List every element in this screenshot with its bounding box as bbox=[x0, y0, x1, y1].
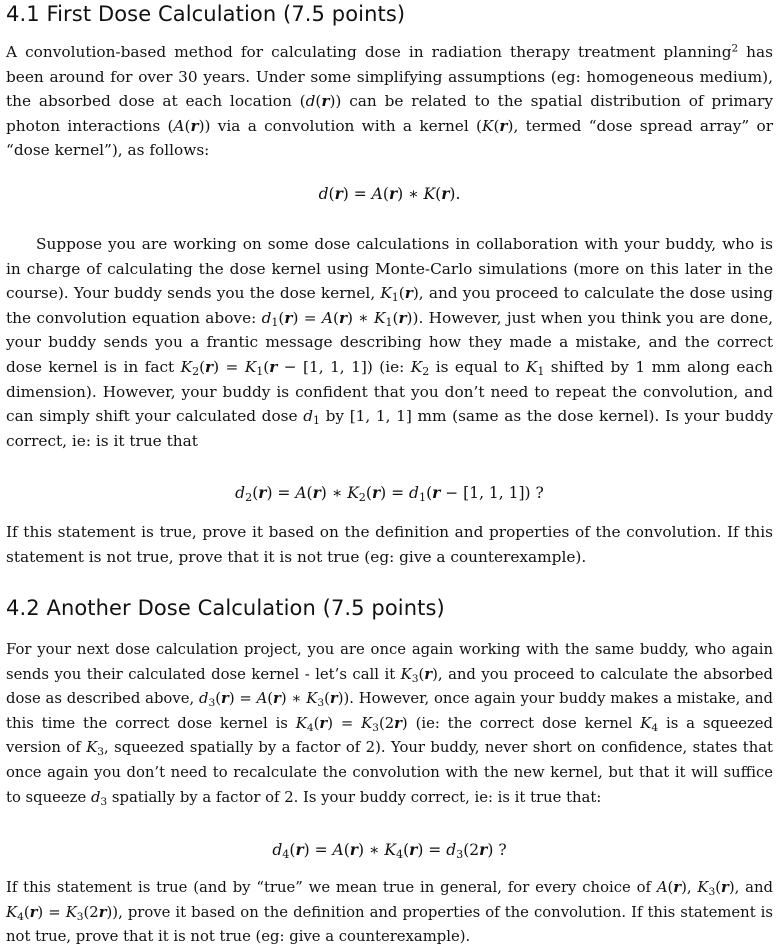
text-segment: , and bbox=[734, 879, 773, 896]
paragraph-prove-instruction-4-2 bbox=[6, 876, 773, 950]
text-segment: spatially by a factor of 2. Is your buddy correct, ie: is it true that: bbox=[107, 788, 602, 806]
text-segment: is a squeezed version of bbox=[6, 714, 773, 757]
math-inline: $d_3(r) = A(r)$ ∗ $K_3(r)$) bbox=[198, 690, 350, 710]
math-inline: A(r) bbox=[173, 116, 205, 135]
math-display: $d_4(r) = A(r)$ ∗ $K_4(r) = d_3(2r)$ bbox=[272, 840, 494, 862]
math-inline: A(r) bbox=[656, 879, 687, 896]
text-segment: (ie: bbox=[372, 357, 411, 376]
paragraph-prove-instruction-4-1: If this statement is true, prove it based on the definition and properties of the convolution. If this statement is not true, prove that it is not true (eg: give a counterexample). bbox=[6, 523, 773, 566]
text-segment: , and you proceed to calculate the dose using the convolution equation above: bbox=[6, 284, 773, 327]
text-segment: , bbox=[686, 879, 698, 896]
math-inline: $K_1(r)$ bbox=[380, 284, 419, 305]
math-inline: d(r) bbox=[305, 92, 336, 111]
equation-punctuation: . bbox=[455, 185, 461, 203]
equation-squeeze-question bbox=[6, 839, 773, 861]
math-inline: [1, 1, 1] bbox=[349, 407, 412, 426]
math-inline: $K_3$ bbox=[86, 739, 105, 759]
section-heading-4-1: 4.1 First Dose Calculation (7.5 points) bbox=[6, 2, 406, 26]
text-segment: ), prove it based on the definition and properties of the convolution. If this statement is not true, prove that it is not true (eg: give a counterexample). bbox=[6, 903, 774, 946]
paragraph-first-dose-scenario bbox=[6, 232, 773, 453]
math-inline: $d_3$ bbox=[90, 788, 108, 808]
math-display: d(r) = A(r) ∗ K(r) bbox=[318, 184, 456, 203]
math-inline: $d_1(r) = A(r)$ ∗ $K_1(r)$) bbox=[261, 308, 419, 329]
footnote-marker: 2 bbox=[731, 42, 739, 55]
text-segment: . However, once again your buddy makes a mistake, and this time the correct dose kernel is bbox=[6, 690, 773, 732]
equation-dose-convolution bbox=[6, 183, 773, 205]
math-inline: K(r) bbox=[482, 116, 514, 135]
text-segment: (ie: the correct dose kernel bbox=[407, 714, 641, 732]
text-segment: For your next dose calculation project, you are once again working with the same buddy, who again sends you their calculated dose kernel - let’s call it bbox=[6, 641, 773, 683]
text-segment: If this statement is true (and by “true” we mean true in general, for every choice of bbox=[6, 879, 657, 896]
text-segment: shifted by 1 mm along each dimension). However, your buddy is confident that you don’t need to repeat the convolution, and can simply shift your calculated dose bbox=[6, 357, 774, 426]
text-segment: by bbox=[320, 407, 350, 426]
math-inline: $K_4$ bbox=[640, 714, 659, 734]
text-segment: mm (same as the dose kernel). Is your buddy correct, ie: is it true that bbox=[6, 407, 773, 450]
math-inline: $K_1$ bbox=[525, 357, 545, 379]
section-heading-4-2: 4.2 Another Dose Calculation (7.5 points) bbox=[6, 596, 445, 620]
text-segment: , squeezed spatially by a factor of 2). Your buddy, never short on confidence, states that once again you don’t need to recalculate the convolution with the new kernel, but that it will suffice to squeeze bbox=[6, 739, 773, 806]
paragraph-convolution-intro bbox=[6, 40, 773, 163]
paragraph-second-dose-scenario bbox=[6, 638, 773, 810]
text-segment: A convolution-based method for calculating dose in radiation therapy treatment planning bbox=[6, 43, 732, 61]
math-inline: $K_4(r) = K_3(2r)$ bbox=[6, 903, 113, 923]
text-segment: is equal to bbox=[429, 357, 526, 376]
text-segment: ) can be related to the spatial distribution of primary photon interactions ( bbox=[6, 92, 773, 135]
math-inline: $K_2(r) = K_1(r - [1$, 1, 1]) bbox=[180, 357, 373, 379]
text-segment: . However, just when you think you are done, your buddy sends you a frantic message describing how they made a mistake, and the correct dose kernel is in fact bbox=[6, 308, 774, 376]
equation-punctuation: ? bbox=[530, 484, 544, 502]
text-segment: , termed “dose spread array” or “dose kernel”), as follows: bbox=[6, 116, 774, 160]
math-inline: $K_3(r)$ bbox=[400, 665, 438, 685]
math-display: $d_2(r) = A(r)$ ∗ $K_2(r) = d_1(r - [1$, 1, 1]) bbox=[235, 483, 531, 505]
math-inline: $K_2$ bbox=[410, 357, 430, 379]
math-inline: $K_3(r)$ bbox=[697, 879, 735, 898]
equation-shift-question bbox=[6, 482, 773, 504]
math-inline: $K_4(r) = K_3(2r)$ bbox=[295, 714, 408, 734]
text-segment: has been around for over 30 years. Under some simplifying assumptions (eg: homogeneous medium), the absorbed dose at each location ( bbox=[6, 43, 773, 111]
math-inline: $d_1$ bbox=[303, 407, 321, 428]
text-segment: , and you proceed to calculate the absorbed dose as described above, bbox=[6, 665, 773, 708]
text-segment: ) via a convolution with a kernel ( bbox=[204, 116, 482, 135]
text-segment: Suppose you are working on some dose calculations in collaboration with your buddy, who is in charge of calculating the dose kernel using Monte-Carlo simulations (more on this later in the course). Your buddy sends you the dose kernel, bbox=[6, 235, 773, 303]
equation-punctuation: ? bbox=[493, 841, 507, 859]
